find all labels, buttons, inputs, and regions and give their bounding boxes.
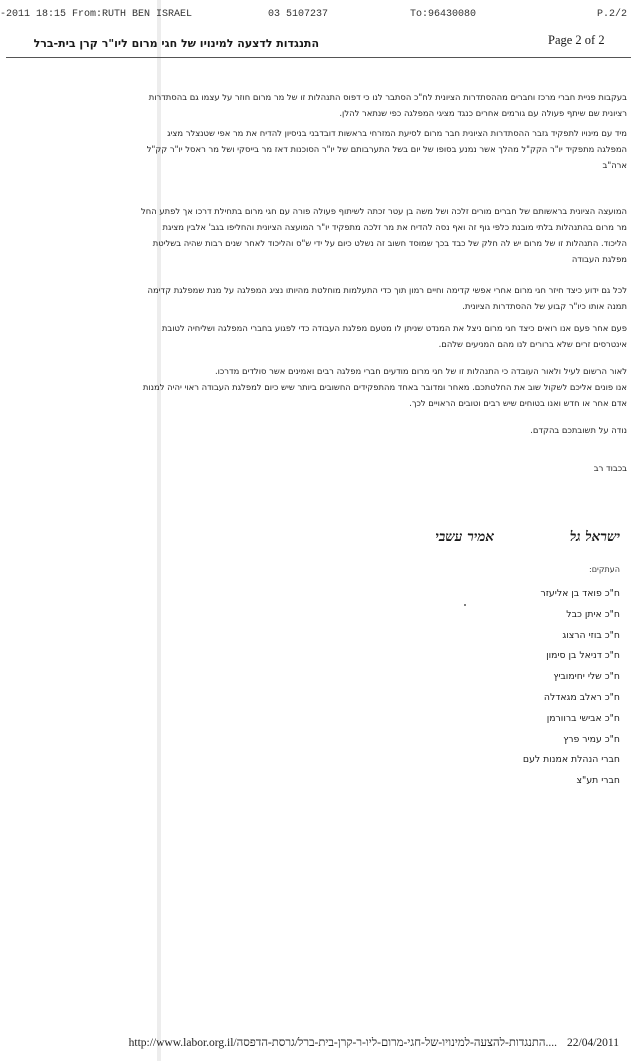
cc-list xyxy=(523,584,620,792)
page-counter: Page 2 of 2 xyxy=(548,33,605,47)
paragraph-line: תמנה אותו כיו"ר קבוע של ההסתדרות הציונית. xyxy=(462,301,627,311)
paragraph-line: בעקבות פניית חברי מרכז וחברים מההסתדרות הציונית לח"כ הסתבר לנו כי דפוס התנהלות זו של מר מרום חוזר על עצמו גם בהסתדרות xyxy=(148,92,627,102)
paragraph-line: פעם אחר פעם אנו רואים כיצד חגי מרום ניצל את המנדט שניתן לו מטעם מפלגת העבודה כדי לפגוע בחברי המפלגה ושליחיה לטובת xyxy=(161,323,627,333)
paragraph-line: ארה"ב xyxy=(602,160,627,170)
cc-recipient: חברי הנהלת אמנות לעם xyxy=(522,754,620,766)
cc-recipient: ח"כ אבישי ברוורמן xyxy=(546,712,620,724)
signature-name: אמיר עשבי xyxy=(435,529,494,545)
cc-recipient: ח"כ עמיר פרץ xyxy=(563,733,620,745)
cc-recipient: ח"כ פואד בן אליעזר xyxy=(540,588,620,599)
paragraph-line: נודה על תשובתכם בהקדם. xyxy=(530,425,627,435)
letter-body xyxy=(12,0,627,1061)
paragraph-line: רציונית שם שיתף פעולה עם גורמים אחרים כנגד מציגי המפלגה כפי שנתאר להלן. xyxy=(339,108,627,118)
paragraph-line: אינטרסים זרים שלא ברורים לנו מהם המניעים שלהם. xyxy=(438,339,627,349)
cc-recipient: ח"כ איתן כבל xyxy=(566,608,620,620)
paragraph-line: המועצה הציונית בראשותם של חברים מורים זלכה ושל משה בן עטר זכתה לשיתוף פעולה פורה עם חגי מרום בתחילת דרכו אך לפתע החל xyxy=(141,206,627,216)
letter-paragraph xyxy=(12,282,627,314)
letter-paragraph xyxy=(12,422,627,438)
paragraph-line: בכבוד רב xyxy=(593,463,627,473)
paragraph-line: מפלגת העבודה xyxy=(571,254,627,264)
fax-date-sender: -2011 18:15 From:RUTH BEN ISRAEL xyxy=(0,9,193,20)
fax-number: 03 5107237 xyxy=(268,9,329,20)
scan-speck xyxy=(464,604,466,606)
paragraph-line: לאור הרשום לעיל ולאור העובדה כי התנהלות זו של חגי מרום מודעים חברי מפלגה רבים ואמינים אשר סולדים מדרכו. xyxy=(214,366,627,376)
letter-paragraph xyxy=(12,203,627,267)
paragraph-line: מיד עם מינויו לתפקיד גזבר ההסתדרות הציונית חבר מרום לסיעת המזרחי בראשות דובדבני בניסיון להדיח את מר אפי שטנצלר מציג xyxy=(167,128,627,138)
footer-date: 22/04/2011 xyxy=(567,1037,619,1049)
paragraph-line: אנו פונים אליכם לשקול שוב את החלטתכם. מאחר ומדובר באחד מהתפקידים החשובים ביותר שיש כיום למפלגת העבודה ראוי יהיה למנות xyxy=(142,382,627,392)
page-title: התנגדות לדצעה למינויו של חגי מרום ליו"ר קרן בית-ברל xyxy=(33,37,319,50)
cc-recipient: חברי תע"צ xyxy=(576,775,620,787)
paragraph-line: לכל גם ידוע כיצד חיזר חגי מרום אחרי אפשי קדימה וחיים רמון תוך כדי התעלמות מוחלטת מהיותו נציג המפלגה על מנת שמפלגת קדימה xyxy=(147,285,627,295)
cc-recipient: ח"כ ראלב מגאדלה xyxy=(543,691,620,703)
letter-paragraph xyxy=(12,460,627,476)
letter-paragraph xyxy=(12,125,627,173)
paragraph-line: אדם אחר או חדש ואנו בטוחים שיש רבים וטובים הראויים לכך. xyxy=(409,398,627,408)
paragraph-line: הליכוד. התנהלות זו של מרום יש לה חלק של כבד בכך שמוסד חשוב זה נשלט כיום על ידי ש"ס והליכוד לאחר שנים רבות שהיה בשליטת xyxy=(152,238,627,248)
signature-name: ישראל גל xyxy=(569,529,620,545)
paragraph-line: מר מרום בהתנהלות בלתי מובנת כלפי גוף זה ואף נסה להדיח את מר זלכה מתפקיד יו"ר המועצה הציונית והחליפו בגב' אלבין מציגת xyxy=(162,222,627,232)
footer-url: http://www.labor.org.il/התנגדות-להצעה-למינויו-של-חגי-מרום-ליו-ר-קרן-בית-ברל/גרסת-הדפסה.... xyxy=(128,1037,557,1049)
fax-page-number: P.2/2 xyxy=(597,9,628,20)
letter-paragraph xyxy=(12,89,627,121)
letter-paragraph xyxy=(12,363,627,411)
cc-recipient: ח"כ שלי יחימוביץ xyxy=(553,671,620,683)
cc-label: העתקים: xyxy=(589,565,620,574)
paragraph-line: המפלגה מתפקיד יו"ר הקק"ל מהלך אשר נמנע בסופו של יום בשל התערבותם של יו"ר הסוכנות דאז מר בייסקי ושל מר ראסל יו"ר קק"ל xyxy=(146,144,627,154)
letter-paragraph xyxy=(12,320,627,352)
fax-recipient: To:96430080 xyxy=(410,9,477,20)
cc-recipient: ח"כ בוזי הרצוג xyxy=(562,629,620,641)
cc-recipient: ח"כ דניאל בן סימון xyxy=(546,650,620,662)
